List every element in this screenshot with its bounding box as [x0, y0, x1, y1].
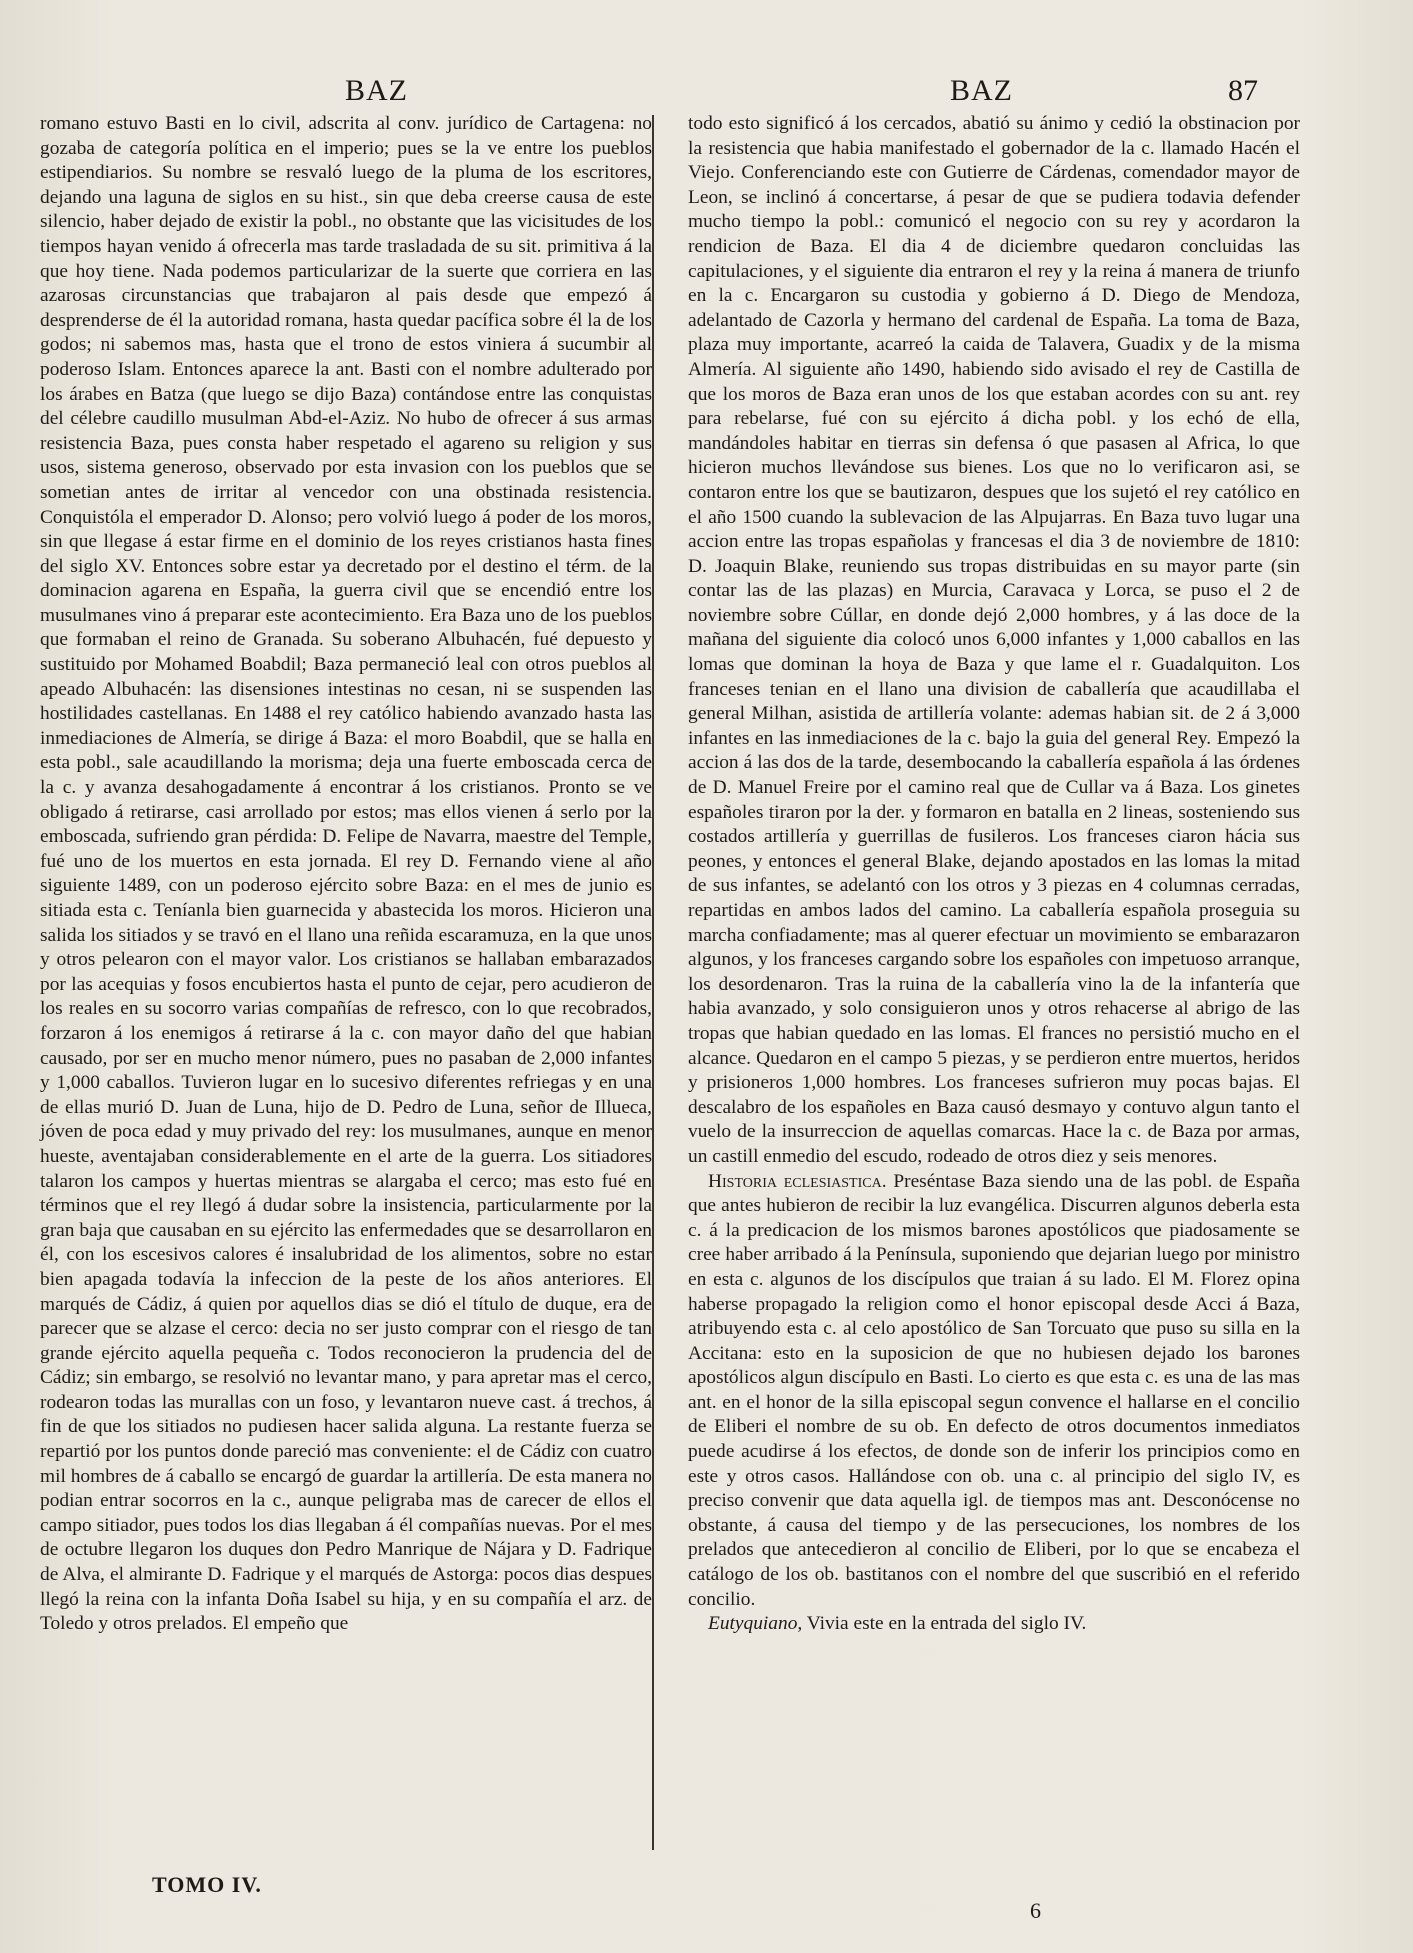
page-number: 87	[1228, 74, 1258, 107]
running-head-right: BAZ	[950, 74, 1013, 107]
column-divider	[652, 115, 654, 1850]
left-column-text: romano estuvo Basti en lo civil, adscrita al conv. jurídico de Cartagena: no gozaba de categoría política en el imperio; pues se la ve entre los pueblos estipendiarios. Su nombre se resvaló luego de la pluma de los escritores, dejando una laguna de siglos en su hist., sin que deba creerse causa de este silencio, haber dejado de existir la pobl., no obstante que las vicisitudes de los tiempos hayan venido á ofrecerla mas tarde trasladada de su sit. primitiva á la que hoy tiene. Nada podemos particularizar de la suerte que corriera en las azarosas circunstancias que trabajaron al pais desde que empezó á desprenderse de él la autoridad romana, hasta quedar pacífica sobre él la de los godos; ni sabemos mas, hasta que el trono de estos viniera á sucumbir al poderoso Islam. Entonces aparece la ant. Basti con el nombre adulterado por los árabes en Batza (que luego se dijo Baza) contándose entre las conquistas del célebre caudillo musulman Abd-el-Aziz. No hubo de ofrecer á sus armas resistencia Baza, pues consta haber respetado el agareno su religion y sus usos, sistema generoso, observado por esta invasion con los pueblos que se sometian antes de irritar al vencedor con una obstinada resistencia. Conquistóla el emperador D. Alonso; pero volvió luego á poder de los moros, sin que llegase á estar firme en el dominio de los reyes cristianos hasta fines del siglo XV. Entonces sobre estar ya decretado por el destino el térm. de la dominacion agarena en España, la guerra civil que se encendió entre los musulmanes vino á preparar este acontecimiento. Era Baza uno de los pueblos que formaban el reino de Granada. Su soberano Albuhacén, fué depuesto y sustituido por Mohamed Boabdil; Baza permaneció leal con otros pueblos al apeado Albuhacén: las disensiones intestinas no cesan, ni se suspenden las hostilidades castellanas. En 1488 el rey católico habiendo avanzado hasta las inmediaciones de Almería, se dirige á Baza: el moro Boabdil, que se halla en esta pobl., sale acaudillando la morisma; deja una fuerte emboscada cerca de la c. y avanza desahogadamente á encontrar á los cristianos. Pronto se ve obligado á retirarse, casi arrollado por estos; mas ellos vienen á serlo por la emboscada, sufriendo gran pérdida: D. Felipe de Navarra, maestre del Temple, fué uno de los muertos en esta jornada. El rey D. Fernando viene al año siguiente 1489, con un poderoso ejército sobre Baza: en el mes de junio es sitiada esta c. Teníanla bien guarnecida y abastecida los moros. Hicieron una salida los sitiados y se travó en el llano una reñida escaramuza, en la que unos y otros pelearon con el mayor valor. Los cristianos se hallaban embarazados por las acequias y fosos encubiertos hasta el punto de cejar, pero acudieron de los reales en su socorro varias compañías de refresco, con lo que recobrados, forzaron á los enemigos á retirarse á la c. con mayor daño del que habian causado, por ser en mucho menor número, pues no pasaban de 2,000 infantes y 1,000 caballos. Tuvieron lugar en lo sucesivo diferentes refriegas y en una de ellas murió D. Juan de Luna, hijo de D. Pedro de Luna, señor de Illueca, jóven de poca edad y muy privado del rey: los musulmanes, aunque en menor hueste, aventajaban considerablemente en el arte de la guerra. Los sitiadores talaron los campos y huertas mientras se alargaba el cerco; mas esto fué en términos que el rey llegó á dudar sobre la insistencia, particularmente por la gran baja que causaban en su ejército las enfermedades que se desarrollaron en él, con los escesivos calores é insalubridad de los alimentos, sobre no estar bien apagada todavía la infeccion de la peste de los años anteriores. El marqués de Cádiz, á quien por aquellos dias se dió el título de duque, era de parecer que se alzase el cerco: decia no ser justo comprar con el riesgo de tan grande ejército aquella pequeña c. Todos reconocieron la prudencia del de Cádiz; sin embargo, se resolvió no levantar mano, y para apretar mas el cerco, rodearon todas las murallas con un foso, y levantaron nueve cast. á trechos, á fin de que los sitiados no pudiesen hacer salida alguna. La restante fuerza se repartió por los puntos donde pareció mas conveniente: el de Cádiz con cuatro mil hombres de á caballo se encargó de guardar la artillería. De esta manera no podian entrar socorros en la c., aunque peligraba mas de carecer de ellos el campo sitiador, pues todos los dias llegaban á él compañías nuevas. Por el mes de octubre llegaron los duques don Pedro Manrique de Nájara y D. Fadrique de Alva, el almirante D. Fadrique y el marqués de Astorga: pocos dias despues llegó la reina con la infanta Doña Isabel su hija, y en su compañía el arz. de Toledo y otros prelados. El empeño que	[40, 113, 652, 1635]
volume-label: TOMO IV.	[152, 1872, 262, 1897]
right-paragraph-3-text: Vivia este en la entrada del siglo IV.	[806, 1613, 1087, 1635]
right-paragraph-1: todo esto significó á los cercados, abatió su ánimo y cedió la obstinacion por la resistencia que habia manifestado el gobernador de la c. llamado Hacén el Viejo. Conferenciando este con Gutierre de Cárdenas, comendador mayor de Leon, se inclinó á concertarse, á pesar de que se pudiera todavia defender mucho tiempo la pobl.: comunicó el negocio con su rey y acordaron la rendicion de Baza. El dia 4 de diciembre quedaron concluidas las capitulaciones, y el siguiente dia entraron el rey y la reina á manera de triunfo en la c. Encargaron su custodia y gobierno á D. Diego de Mendoza, adelantado de Cazorla y hermano del cardenal de España. La toma de Baza, plaza muy importante, acarreó la caida de Talavera, Guadix y de la misma Almería. Al siguiente año 1490, habiendo sido avisado el rey de Castilla de que los moros de Baza eran unos de los que estaban acordes con su ant. rey para rebelarse, fué con su ejército á dicha pobl. y los echó de ella, mandándoles habitar en tierras sin defensa ó que pasasen al Africa, lo que hicieron muchos llevándose sus bienes. Los que no lo verificaron asi, se contaron entre los que se bautizaron, despues que los sujetó el rey católico en el año 1500 cuando la sublevacion de las Alpujarras. En Baza tuvo lugar una accion entre las tropas españolas y francesas el dia 3 de noviembre de 1810: D. Joaquin Blake, reuniendo sus tropas distribuidas en su mayor parte (sin contar las de las plazas) en Murcia, Caravaca y Lorca, se puso el 2 de noviembre sobre Cúllar, en donde dejó 2,000 hombres, y á las doce de la mañana del siguiente dia colocó unos 6,000 infantes y 1,000 caballos en las lomas que dominan la hoya de Baza y que lame el r. Guadalquiton. Los franceses tenian en el llano una division de caballería que acaudillaba el general Milhan, asistida de artillería volante: ademas habian sit. de 2 á 3,000 infantes en las inmediaciones de la c. bajo la guia del general Rey. Empezó la accion á las dos de la tarde, desembocando la caballería española á las órdenes de D. Manuel Freire por el camino real que de Cullar va á Baza. Los ginetes españoles tiraron por la der. y formaron en batalla en 2 lineas, sosteniendo sus costados artillería y guerrillas de fusileros. Los franceses ciaron hácia sus peones, y entonces el general Blake, dejando apostados en las lomas la mitad de sus infantes, se adelantó con los otros y 3 piezas en 4 columnas cerradas, repartidas en ambos lados del camino. La caballería española proseguia su marcha confiadamente; mas al querer efectuar un movimiento se embarazaron algunos, y los franceses cargando sobre los españoles con impetuoso arranque, los desordenaron. Tras la ruina de la caballería vino la de la infantería que habia avanzado, y solo consiguieron unos y otros rehacerse al abrigo de las tropas que habian quedado en las lomas. El frances no persistió mucho en el alcance. Quedaron en el campo 5 piezas, y se perdieron entre muertos, heridos y prisioneros 1,000 hombres. Los franceses sufrieron muy pocas bajas. El descalabro de los españoles en Baza causó desmayo y contuvo algun tanto el vuelo de la insurreccion de aquellas comarcas. Hace la c. de Baza por armas, un castill enmedio del escudo, rodeado de otros diez y seis menores.	[688, 113, 1300, 1167]
signature-mark: 6	[1030, 1898, 1041, 1923]
section-heading: Historia eclesiastica.	[708, 1170, 887, 1192]
running-head-left: BAZ	[345, 74, 408, 107]
right-column	[688, 112, 1300, 1637]
right-paragraph-3	[688, 1612, 1300, 1637]
bishop-name: Eutyquiano,	[708, 1613, 803, 1635]
right-paragraph-2-text: Preséntase Baza siendo una de las pobl. de España que antes hubieron de recibir la luz evangélica. Discurren algunos deberla esta c. á la predicacion de los mismos barones apostólicos que piadosamente se cree haber arribado á la Península, suponiendo que dejarian luego por ministro en esta c. algunos de los discípulos que traian á su lado. El M. Florez opina haberse propagado la religion como el honor episcopal desde Acci á Baza, atribuyendo esta c. al celo apostólico de San Torcuato que puso su silla en la Accitana: esto en la suposicion de que no hubiesen dejado los barones apostólicos algun discípulo en Basti. Lo cierto es que esta c. es una de las mas ant. en el honor de la silla episcopal segun convence el hallarse en el concilio de Eliberi el nombre de su ob. En defecto de otros documentos inmediatos puede acudirse á los efectos, de donde son de inferir los principios como en este y otros casos. Hallándose con ob. una c. al principio del siglo IV, es preciso convenir que data aquella igl. de tiempos mas ant. Desconócense no obstante, á causa del tiempo y de las persecuciones, los nombres de los prelados que antecedieron al concilio de Eliberi, por lo que se encabeza el catálogo de los ob. bastitanos con el nombre del que suscribió en el referido concilio.	[688, 1170, 1300, 1610]
right-paragraph-2	[688, 1170, 1300, 1613]
left-column	[40, 112, 652, 1637]
